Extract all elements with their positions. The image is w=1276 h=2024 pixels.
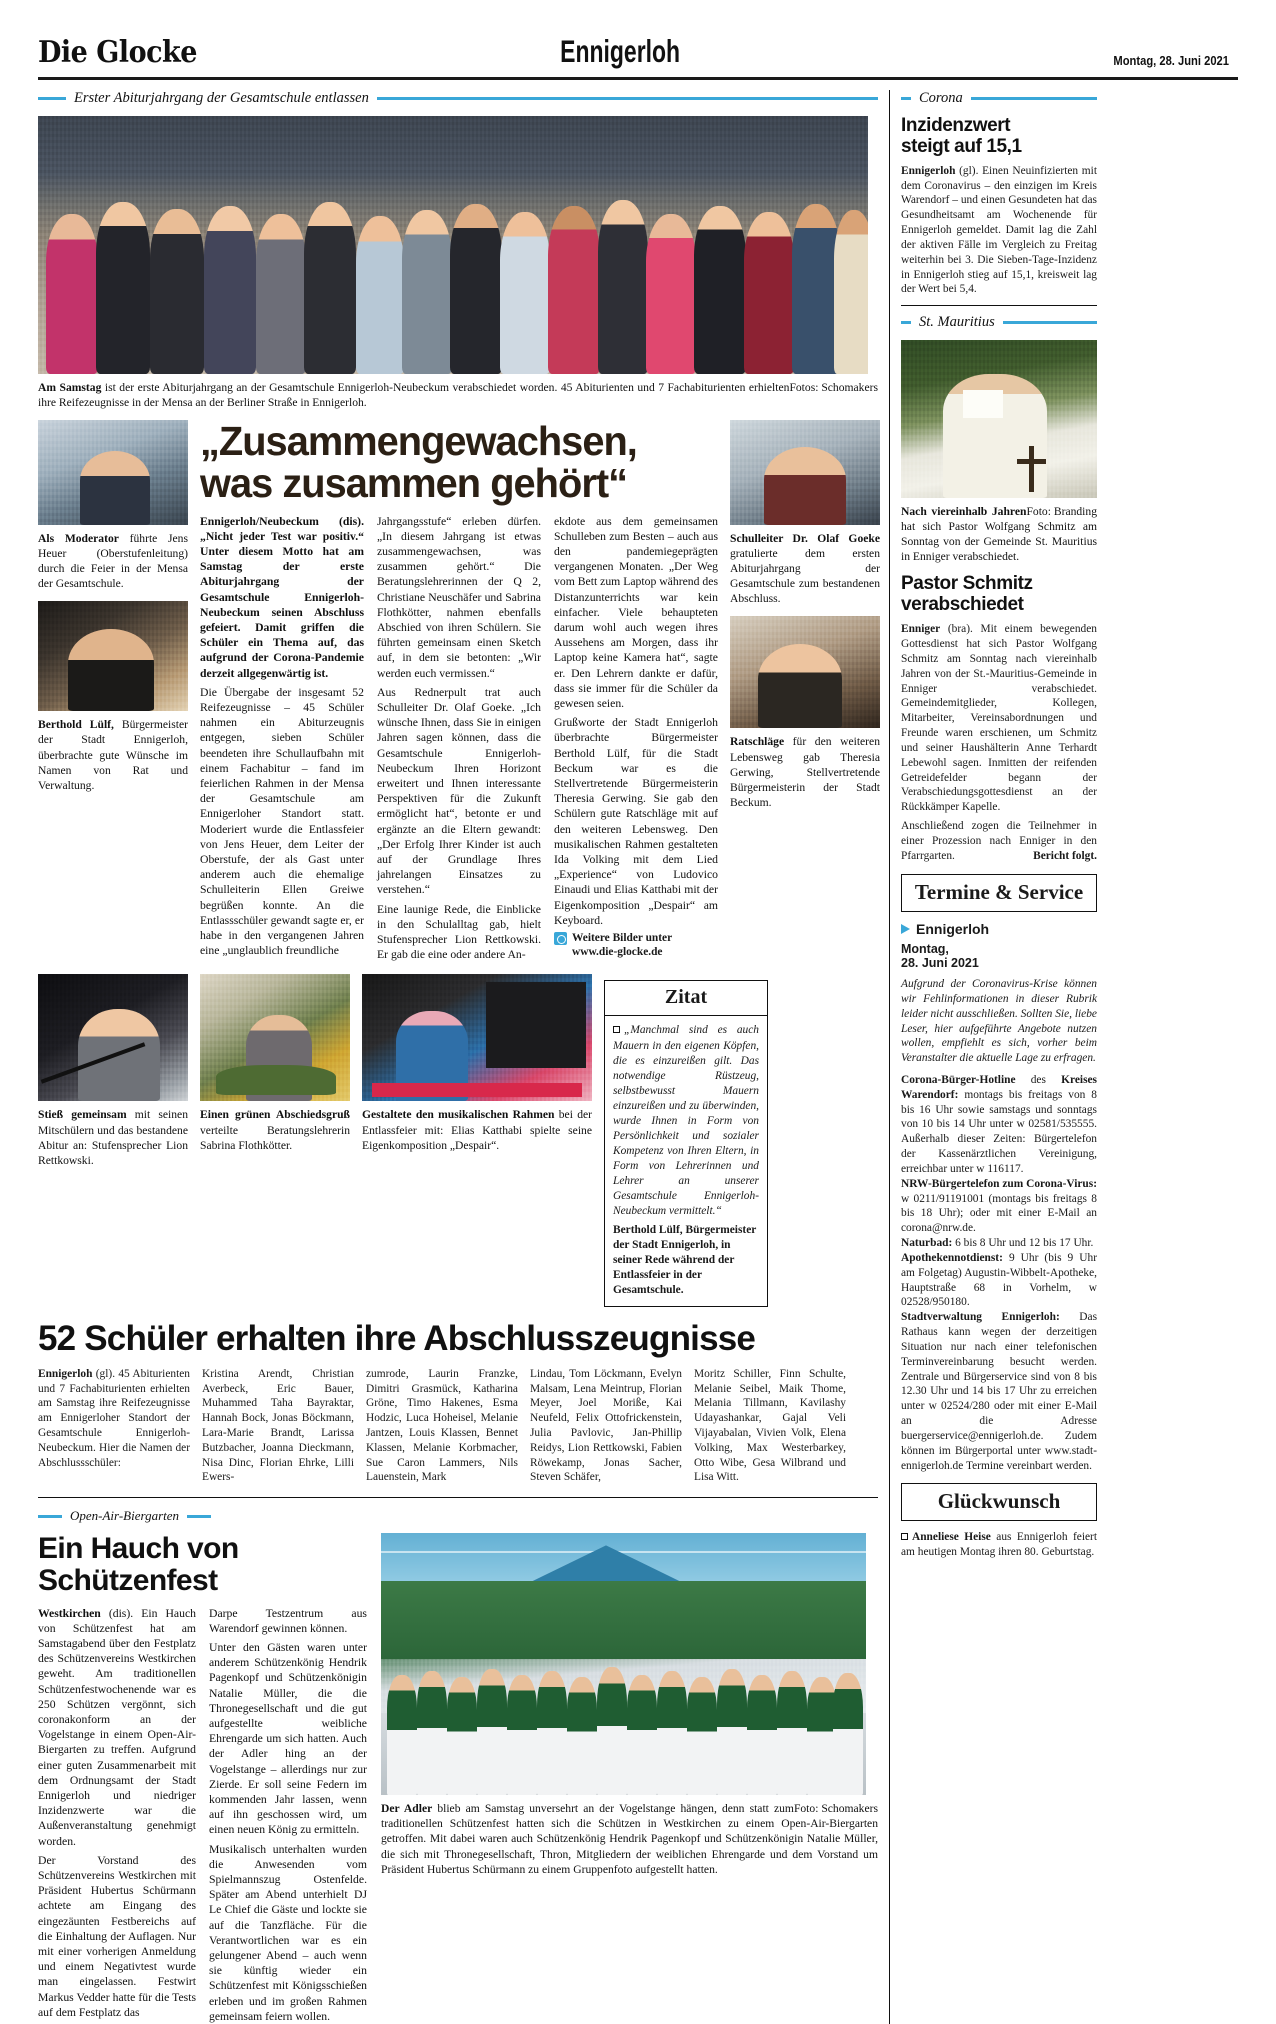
triangle-icon [901,924,910,934]
pastor-text-p2-body: Anschließend zogen die Teilnehmer in einer Prozession nach Enniger in den Pfarrgarten. [901,820,1097,862]
photo-rettkowski [38,974,188,1101]
glueckwunsch-body: Anneliese Heise aus Ennigerloh feiert am heutigen Montag ihren 80. Geburtstag. [901,1531,1097,1559]
caption-luelf [38,717,188,792]
lead-photo-caption [38,380,878,410]
zitat-text: „Manchmal sind es auch Mauern in den eigenen Köpfen, die es einzureißen gilt. Das notwendige Rüstzeug, selbstbewusst Mauern einzureißen und zu überwinden, wurde Ihnen in Form von Persönlichkeit und sozialer Kompetenz von Ihren Eltern, in Form von Lehrerinnen und Lehrer an unserer Gesamtschule Ennigerloh-Neubeckum vermittelt.“ [613,1024,759,1218]
publication-date: Montag, 28. Juni 2021 [1113,53,1229,68]
graduates-names-3: zumrode, Laurin Franzke, Dimitri Grasmück, Katharina Gröne, Timo Hakenes, Esma Hodzic, Luca Hoheisel, Melanie Jantzen, Louis Klassen, Bennet Klassen, Melanie Korbmacher, Sue Caron Lammers, Nils Lauenstein, Mark [366,1367,518,1484]
graduates-columns [38,1367,878,1486]
caption-goeke-body: gratulierte dem ersten Abiturjahrgang der Gesamtschule zum bestandenen Abschluss. [730,547,880,606]
graduates-names-5: Moritz Schiller, Finn Schulte, Melanie Seibel, Maik Thome, Melania Tillmann, Kavilashy Udayashankar, Gajal Veli Vijayabalan, Vivien Volk, Elena Volking, Max Westerbarkey, Otto Wibe, Gesa Wilbrand und Lisa Witt. [694,1367,846,1484]
article-col-3 [554,514,718,963]
article-col2-p2: Aus Rednerpult trat auch Schulleiter Dr. Olaf Goeke. „Ich wünsche Ihnen, dass Sie in einigen Jahren sagen können, dass die Gesamtschule Ennigerloh-Neubeckum Ihren Horizont erweitert und Ihnen interessante Perspektiven für die Zukunft ermöglicht hat“, betonte er und ergänzte an die Eltern gewandt: „Der Erfolg Ihrer Kinder ist auch auf der Grundlage Ihres jahrelangen Einsatzes zu verstehen.“ [377,685,541,897]
main-article [38,420,878,962]
main-content [38,90,878,2024]
schuetzenfest-text [38,1533,368,2024]
schuetzenfest-col-2 [209,1606,367,2024]
photo-block-flothkoetter [200,974,350,1307]
photo-katthabi [362,974,592,1101]
article-columns [200,514,718,963]
pastor-caption-body: hat sich Pastor Wolfgang Schmitz am Sonntag von der Gemeinde St. Mauritius in Enniger verabschiedet. [901,520,1097,564]
lead-kicker [38,90,878,107]
schuetzenfest-section [38,1533,878,2024]
glueckwunsch-title: Glückwunsch [901,1483,1097,1521]
caption-pastor [901,504,1097,564]
schuetzenfest-headline-1: Ein Hauch von [38,1532,239,1566]
termine-entry-3: Apothekennotdienst: 9 Uhr (bis 9 Uhr am Folgetag) Augustin-Wibbelt-Apotheke, Hauptstraße 68 in Vorhelm, w 02528/950180. [901,1251,1097,1309]
schuetzenfest-credit: Foto: Schomakers [793,1802,878,1816]
pastor-text-p1: Enniger (bra). Mit einem bewegenden Gottesdienst hat sich Pastor Wolfgang Schmitz am Sonntag nach viereinhalb Jahren von der St.-Mauritius-Gemeinde in Enniger verabschiedet. Gemeindemitglieder, Kollegen, Mitarbeiter, Vereinsabordnungen und Freunde waren erschienen, um Schmitz und seiner Haushälterin Anne Terhardt Lebewohl sagen. Inmitten der reifenden Getreidefelder begann der Verabschiedungsgottesdienst an der Rückkämper Kapelle. [901,623,1097,814]
caption-goeke-lead: Schulleiter Dr. Olaf Goeke [730,532,880,546]
termine-title: Termine & Service [901,874,1097,912]
caption-luelf-lead: Berthold Lülf, [38,718,114,732]
newspaper-logo: Die Glocke [38,35,197,70]
sf-caption-lead: Der Adler [381,1802,433,1816]
photo-block-katthabi [362,974,592,1307]
zitat-attribution: Berthold Lülf, Bürgermeister der Stadt Ennigerloh, in seiner Rede während der Entlassfeier in der Gesamtschule. [613,1224,757,1297]
article-left-photos [38,420,188,962]
article-col3-p1: ekdote aus dem gemeinsamen Schulleben zum Besten – auch aus den pandemiegeprägten vergangenen Monaten. „Der Weg vom Bett zum Laptop während des Distanzunterrichts war kein einfacher. Viele behaupteten darum wohl auch wegen ihres Aussehens am Morgen, dass ihr Laptop keine Kamera hat“, sagte er. Den Lehrern dankte er dafür, dass sie immer für die Schüler da gewesen seien. [554,514,718,710]
schuetzenfest-col-1 [38,1606,196,2024]
termine-entry-0: Corona-Bürger-Hotline des Kreises Warendorf: montags bis freitags von 8 bis 16 Uhr sowie samstags und sonntags von 10 bis 14 Uhr unter w 02581/535555. Außerhalb dieser Zeiten: Bürgertelefon der Kassenärztlichen Vereinigung, erreichbar unter w 116117. [901,1073,1097,1175]
pastor-bericht-folgt: Bericht folgt. [1033,849,1097,862]
caption-gerwing-body: für den weiteren Lebensweg gab Theresia Gerwing, Stellvertretende Bürgermeisterin der Stadt Beckum. [730,735,880,809]
mauritius-kicker-label: St. Mauritius [919,314,995,331]
masthead-rule [38,77,1238,80]
pastor-headline-1: Pastor Schmitz [901,573,1033,595]
termine-entry-4: Stadtverwaltung Ennigerloh: Das Rathaus kann wegen der derzeitigen Situation nur nach einer telefonischen Terminvereinbarung besucht werden. Zentrale und Bürgerservice sind von 8 bis 12.30 Uhr und 14 bis 17 Uhr zu erreichen unter w 02524/280 oder mit einer E-Mail an die Adresse buergerservice@ennigerloh.de. Zudem können im Bürgerportal unter www.stadt-ennigerloh.de Termine vereinbart werden. [901,1311,1098,1472]
termine-disclaimer: Aufgrund der Coronavirus-Krise können wir Fehlinformationen in dieser Rubrik leider nicht ausschließen. Sollten Sie, liebe Leser, hier aufgeführte Angebote nutzen wollen, empfiehlt es sich, vorher beim Veranstalter die aktuelle Lage zu erfragen. [901,978,1097,1065]
schuetzenfest-photo-block [381,1533,878,2024]
caption-schuetzenfest [381,1801,878,1876]
sf-col2-p2: Unter den Gästen waren unter anderem Schützenkönig Hendrik Pagenkopf und Schützenkönigin Natalie Müller, die die Thronegesellschaft und die gut aufgestellte weibliche Ehrengarde um sich hatten. Auch der Adler hing an der Vogelstange – allerdings nur zur Zierde. Er soll seine Federn im kommenden Jahr lassen, wenn auf ihn geschossen wird, um einen neuen König zu ermitteln. [209,1640,367,1837]
article-col3-p2: Grußworte der Stadt Ennigerloh überbrachte Bürgermeister Berthold Lülf, für die Stadt Beckum war es die Stellvertretende Bürgermeisterin Theresia Gerwing. Sie gab den Schülern gute Ratschläge mit auf den weiteren Lebensweg. Den musikalischen Rahmen gestalteten Ida Volking mit dem Lied „Experience“ von Ludovico Einaudi und Elias Katthabi mit der Eigenkomposition „Despair“ am Keyboard. [554,716,718,927]
lead-photo-credit: Fotos: Schomakers [789,381,878,394]
sidebar-divider-1 [901,305,1097,306]
termine-entry-2: Naturbad: 6 bis 8 Uhr und 12 bis 17 Uhr. [901,1237,1094,1250]
caption-goeke [730,531,880,606]
photo-luelf [38,601,188,711]
article-col1-p2: Die Übergabe der insgesamt 52 Reifezeugnisse – 45 Schüler nahmen ein Abiturzeugnis entgegen, sieben Schüler beendeten ihre Schullaufbahn mit einem Fachabitur – fand im feierlichen Rahmen in der Mensa der Gesamtschule am Ennigerloher Standort statt. Moderiert wurde die Entlassfeier von Jens Heuer, dem Leiter der Oberstufe, der als Gast unter anderem auch die ehemalige Schulleiterin Ellen Greiwe begrüßen konnte. An die Entlassschüler gewandt sagte er, er habe in den vergangenen Jahren eine „unglaublich freundliche [200,685,364,958]
caption-flothkoetter-lead: Einen grünen Abschiedsgruß [200,1108,350,1122]
photo-pastor-schmitz [901,340,1097,498]
article-col1-p1: Ennigerloh/Neubeckum (dis). „Nicht jeder Test war positiv.“ Unter diesem Motto hat am Samstag der erste Abiturjahrgang der Gesamtschule Ennigerloh-Neubeckum seinen Abschluss gefeiert. Damit griffen die Schüler ein Thema auf, das aufgrund der Corona-Pandemie derzeit allgegenwärtig ist. [200,514,364,680]
termine-place-row [901,921,1097,937]
zitat-box [604,980,768,1307]
article-col-1 [200,514,364,963]
kicker-rule-left [38,97,66,100]
photo-schuetzenfest [381,1533,866,1795]
caption-rettkowski-body: mit seinen Mitschülern und das bestandene Abitur an: Stufensprecher Lion Rettkowski. [38,1108,188,1167]
schuetzenfest-kicker-label: Open-Air-Biergarten [70,1508,180,1524]
pastor-photo-credit: Foto: Branding [1026,505,1097,519]
weblink-row[interactable] [554,931,718,960]
caption-gerwing-lead: Ratschläge [730,735,785,749]
termine-date-line2: 28. Juni 2021 [901,956,979,971]
pastor-caption-lead: Nach viereinhalb Jahren [901,505,1027,519]
caption-flothkoetter [200,1107,350,1152]
caption-gerwing [730,734,880,809]
glueckwunsch-text [901,1530,1097,1560]
graduates-intro: Ennigerloh (gl). 45 Abiturienten und 7 Fachabiturienten erhielten am Samstag ihre Reifezeugnisse am Ennigerloher Standort der Gesamtschule Ennigerloh-Neubeckum. Hier die Namen der Abschlussschüler: [38,1367,190,1469]
termine-date-line1: Montag, [901,941,949,956]
pastor-text-p2 [901,819,1097,863]
article-text-area [200,420,718,962]
section-divider [38,1497,878,1498]
termine-date [901,942,1097,972]
article-col-2 [377,514,541,963]
globe-icon [554,932,567,945]
caption-rettkowski-lead: Stieß gemeinsam [38,1108,127,1122]
photo-goeke [730,420,880,525]
graduates-section [38,1321,878,1485]
pastor-headline-2: verabschiedet [901,594,1024,616]
caption-moderator [38,531,188,591]
zitat-content [605,1016,767,1306]
caption-katthabi [362,1107,592,1152]
article-col2-p3: Eine launige Rede, die Einblicke in den Schulalltag gab, hielt Stufensprecher Lion Rettkowski. Er gab die eine oder andere An- [377,902,541,962]
corona-headline-1: Inzidenzwert [901,115,1011,136]
kicker-rule-right [377,97,878,100]
sf-col1-p2: Der Vorstand des Schützenvereins Westkirchen mit Präsident Hubertus Schürmann achtete am Eingang des eingezäunten Festbereichs auf die Einhaltung der Auflagen. Nur mit einer vorherigen Anmeldung und einem Negativtest wurde man eingelassen. Festwirt Markus Vedder hatte für die Tests auf dem Festplatz das [38,1853,196,2019]
article-headline-line1: „Zusammengewachsen, [200,418,637,465]
quote-marker-icon [613,1026,620,1033]
graduates-names-4: Lindau, Tom Löckmann, Evelyn Malsam, Lena Meintrup, Florian Meyer, Joel Moriße, Kai Neufeld, Felix Ottofrickenstein, Julia Pavlovic, Jan-Phillip Reidys, Lion Rettkowski, Fabien Röwekamp, Jonas Sacher, Steven Schäfer, [530,1367,682,1484]
zitat-block [604,974,768,1307]
sf-col1-p1: Westkirchen (dis). Ein Hauch von Schützenfest hat am Samstagabend über den Festplatz des Schützenvereins Westkirchen geweht. Am traditionellen Schützenfestwochenende war es 250 Schützen vergönnt, sich coronakonform an der Vogelstange in einem Open-Air-Biergarten zu treffen. Aufgrund einer guten Zusammenarbeit mit dem Ordnungsamt der Stadt Ennigerloh und niedriger Inzidenzwerte war die Außenveranstaltung genehmigt worden. [38,1606,196,1848]
masthead [0,0,1276,74]
lead-kicker-label: Erster Abiturjahrgang der Gesamtschule entlassen [74,90,369,106]
page-grid [0,90,1276,2024]
graduates-headline: 52 Schüler erhalten ihre Abschlusszeugnisse [38,1319,756,1359]
caption-lead-in: Am Samstag [38,381,102,394]
photo-moderator [38,420,188,525]
page-title: Ennigerloh [560,34,681,69]
caption-moderator-lead: Als Moderator [38,532,119,546]
photo-block-rettkowski [38,974,188,1307]
article-right-photos [730,420,880,962]
caption-luelf-body: Bürgermeister der Stadt Ennigerloh, überbrachte gute Wünsche im Namen von Rat und Verwaltung. [38,718,188,792]
article-headline-line2: was zusammen gehört“ [200,460,628,507]
schuetzenfest-kicker [38,1508,878,1524]
sf-caption-body: blieb am Samstag unversehrt an der Vogelstange hängen, denn statt zum traditionellen Schützenfest hatten sich die Schützen in Westkirchen zu einem Open-Air-Biergarten getroffen. Mit dabei waren auch Schützenkönig Hendrik Pagenkopf und Schützenkönigin Natalie Müller, die sich mit Thronegesellschaft, Thron, Mitgliedern der weiblichen Ehrengarde und dem Vorstand um Präsident Hubertus Schürmann zu einem Gruppenfoto aufgestellt hatten. [381,1802,878,1876]
termine-entry-1: NRW-Bürgertelefon zum Corona-Virus: w 0211/91191001 (montags bis freitags 8 bis 18 Uhr); oder mit einer E-Mail an corona@nrw.de. [901,1177,1097,1235]
caption-katthabi-lead: Gestaltete den musikalischen Rahmen [362,1108,555,1122]
caption-moderator-body: führte Jens Heuer (Oberstufenleitung) durch die Feier in der Mensa der Gesamtschule. [38,532,188,591]
zitat-title: Zitat [605,981,767,1016]
caption-body: ist der erste Abiturjahrgang an der Gesamtschule Ennigerloh-Neubeckum verabschiedet worden. 45 Abiturienten und 7 Fachabiturienten erhielten ihre Reifezeugnisse in der Mensa an der Berliner Straße in Ennigerloh. [38,381,790,410]
schuetzenfest-headline-2: Schützenfest [38,1564,218,1598]
bullet-square-icon [901,1533,908,1540]
photo-gerwing [730,616,880,728]
corona-kicker [901,90,1097,107]
corona-text: Ennigerloh (gl). Einen Neuinfizierten mit dem Coronavirus – den einzigen im Kreis Warendorf – und einen Gesundeten hat das Gesundheitsamt am Wochenende für Ennigerloh gemeldet. Damit lag die Zahl der aktiven Fälle im Vergleich zu Freitag weiterhin bei 3. Die Sieben-Tage-Inzidenz in Ennigerloh stieg auf 15,1, kreisweit lag der Wert bei 5,4. [901,164,1097,296]
photo-flothkoetter [200,974,350,1101]
mauritius-kicker [901,314,1097,331]
graduates-names-2: Kristina Arendt, Christian Averbeck, Eric Bauer, Muhammed Taha Bayraktar, Hannah Bock, Jonas Böckmann, Lara-Marie Brandt, Larissa Butzbacher, Joanna Dieckmann, Nisa Dinc, Florian Ehrke, Lilli Ewers- [202,1367,354,1484]
lead-photo-graduates [38,116,868,374]
sidebar [901,90,1097,2024]
corona-headline-2: steigt auf 15,1 [901,135,1022,157]
photo-row-section [38,974,878,1307]
weblink-text[interactable]: Weitere Bilder unter www.die-glocke.de [572,932,672,959]
schuetzenfest-columns [38,1606,368,2024]
sf-col2-p1: Darpe Testzentrum aus Warendorf gewinnen können. [209,1606,367,1635]
corona-kicker-label: Corona [919,90,963,106]
sf-col2-p3: Musikalisch unterhalten wurden die Anwesenden vom Spielmannszug Ostenfelde. Später am Abend unterhielt DJ Le Chief die Gäste und lockte sie auf die Tanzfläche. Für die Verantwortlichen war es ein gelungener Abend – auch wenn sie künftig wieder ein Schützenfest mit Königsschießen erleben und im großen Rahmen gemeinsam feiern wollen. [209,1842,367,2023]
column-divider [889,90,890,2024]
caption-flothkoetter-body: verteilte Beratungslehrerin Sabrina Flothkötter. [200,1123,350,1152]
caption-katthabi-body: bei der Entlassfeier mit: Elias Katthabi spielte seine Eigenkomposition „Despair“. [362,1108,592,1152]
termine-place: Ennigerloh [916,920,990,937]
article-col2-p1: Jahrgangsstufe“ erleben dürfen. „In diesem Jahrgang ist etwas zusammengewachsen, was zusammen gehört.“ Die Beratungslehrerinnen der Q 2, Christiane Neuschäfer und Sabrina Flothkötter, nahmen ebenfalls Abschied von ihren Schülern. Sie führten gemeinsam einen Sketch auf, in dem sie betonten: „Wir werden euch vermissen.“ [377,514,541,680]
caption-rettkowski [38,1107,188,1167]
